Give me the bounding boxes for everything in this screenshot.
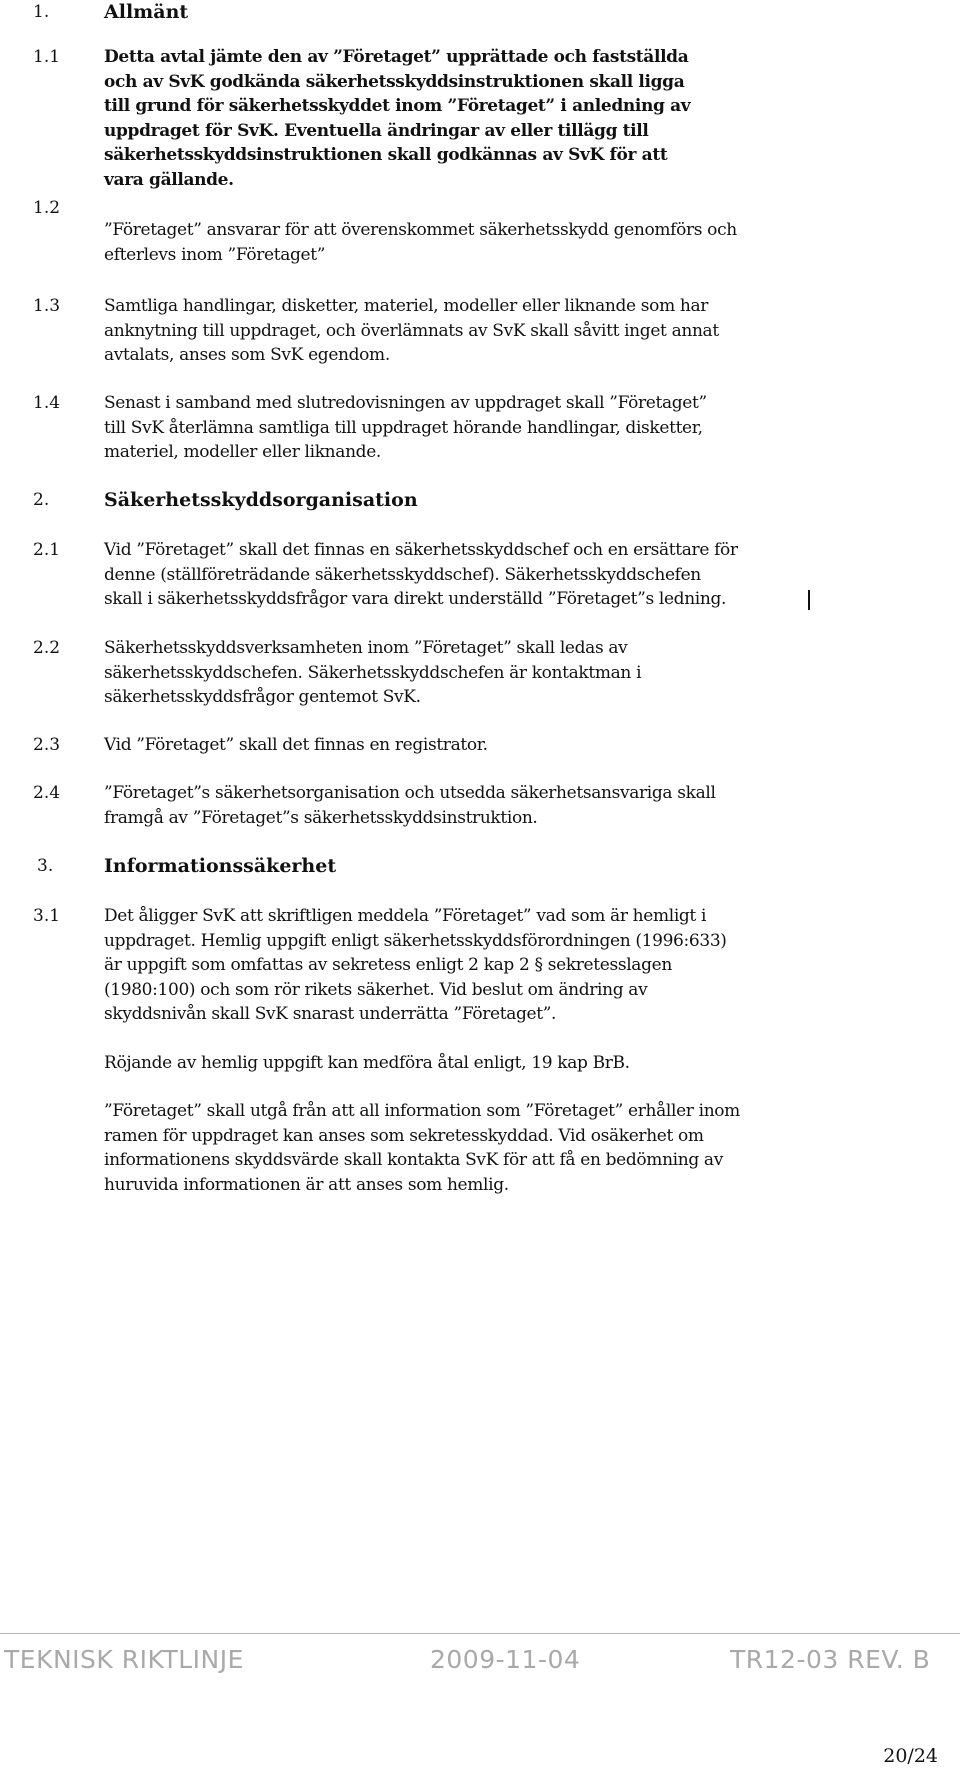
footer-divider	[0, 1633, 960, 1634]
clause-number: 2.4	[33, 783, 61, 803]
section-number: 2.	[33, 490, 50, 510]
paragraph-text: ”Företaget” skall utgå från att all information som ”Företaget” erhåller inom ramen för uppdraget kan anses som sekretesskyddad. Vid osäkerhet om informationens skyddsvärde skall kontakta SvK för att få en bedömning av huruvida informationen är att anses som hemlig.	[104, 1101, 740, 1195]
text-cursor	[808, 590, 810, 610]
section-title: Informationssäkerhet	[104, 855, 337, 877]
clause-number: 2.1	[33, 540, 61, 560]
clause-number: 3.1	[33, 906, 61, 926]
clause-text: Vid ”Företaget” skall det finnas en säkerhetsskyddschef och en ersättare för denne (ställföreträdande säkerhetsskyddschef). Säkerhetsskyddschefen skall i säkerhetsskyddsfrågor vara direkt underställd ”Företaget”s ledning.	[104, 540, 738, 609]
clause-text: Det åligger SvK att skriftligen meddela ”Företaget” vad som är hemligt i uppdraget. Hemlig uppgift enligt säkerhetsskyddsförordningen (1996:633) är uppgift som omfattas av sekretess enligt 2 kap 2 § sekretesslagen (1980:100) och som rör rikets säkerhet. Vid beslut om ändring av skyddsnivån skall SvK snarast underrätta ”Företaget”.	[104, 906, 727, 1024]
clause-number: 1.3	[33, 296, 61, 316]
clause-number: 2.2	[33, 638, 61, 658]
footer-date: 2009-11-04	[430, 1645, 581, 1674]
footer-document-type: TEKNISK RIKTLINJE	[4, 1645, 244, 1674]
section-number: 3.	[37, 856, 54, 876]
clause-text: Säkerhetsskyddsverksamheten inom ”Företaget” skall ledas av säkerhetsskyddschefen. Säkerhetsskyddschefen är kontaktman i säkerhetsskyddsfrågor gentemot SvK.	[104, 638, 642, 707]
clause-number: 2.3	[33, 735, 61, 755]
clause-number: 1.2	[33, 198, 61, 218]
footer-reference: TR12-03 REV. B	[730, 1645, 931, 1674]
paragraph-text: Röjande av hemlig uppgift kan medföra åtal enligt, 19 kap BrB.	[104, 1053, 630, 1073]
section-title: Allmänt	[104, 1, 189, 23]
clause-text: Senast i samband med slutredovisningen av uppdraget skall ”Företaget” till SvK återlämna samtliga till uppdraget hörande handlingar, disketter, materiel, modeller eller liknande.	[104, 393, 707, 462]
clause-text: ”Företaget” ansvarar för att överenskommet säkerhetsskydd genomförs och efterlevs inom ”Företaget”	[104, 220, 737, 265]
section-number: 1.	[33, 2, 50, 22]
clause-text: Vid ”Företaget” skall det finnas en registrator.	[104, 735, 488, 755]
clause-text: Samtliga handlingar, disketter, materiel, modeller eller liknande som har anknytning till uppdraget, och överlämnats av SvK skall såvitt inget annat avtalats, anses som SvK egendom.	[104, 296, 719, 365]
section-title: Säkerhetsskyddsorganisation	[104, 489, 418, 511]
clause-text: ”Företaget”s säkerhetsorganisation och utsedda säkerhetsansvariga skall framgå av ”Företaget”s säkerhetsskyddsinstruktion.	[104, 783, 716, 828]
clause-number: 1.1	[33, 47, 61, 67]
clause-text: Detta avtal jämte den av ”Företaget” upprättade och fastställda och av SvK godkända säkerhetsskyddsinstruktionen skall ligga till grund för säkerhetsskyddet inom ”Företaget” i anledning av uppdraget för SvK. Eventuella ändringar av eller tillägg till säkerhetsskyddsinstruktionen skall godkännas av SvK för att vara gällande.	[104, 47, 691, 190]
page-number: 20/24	[883, 1745, 938, 1767]
clause-number: 1.4	[33, 393, 61, 413]
